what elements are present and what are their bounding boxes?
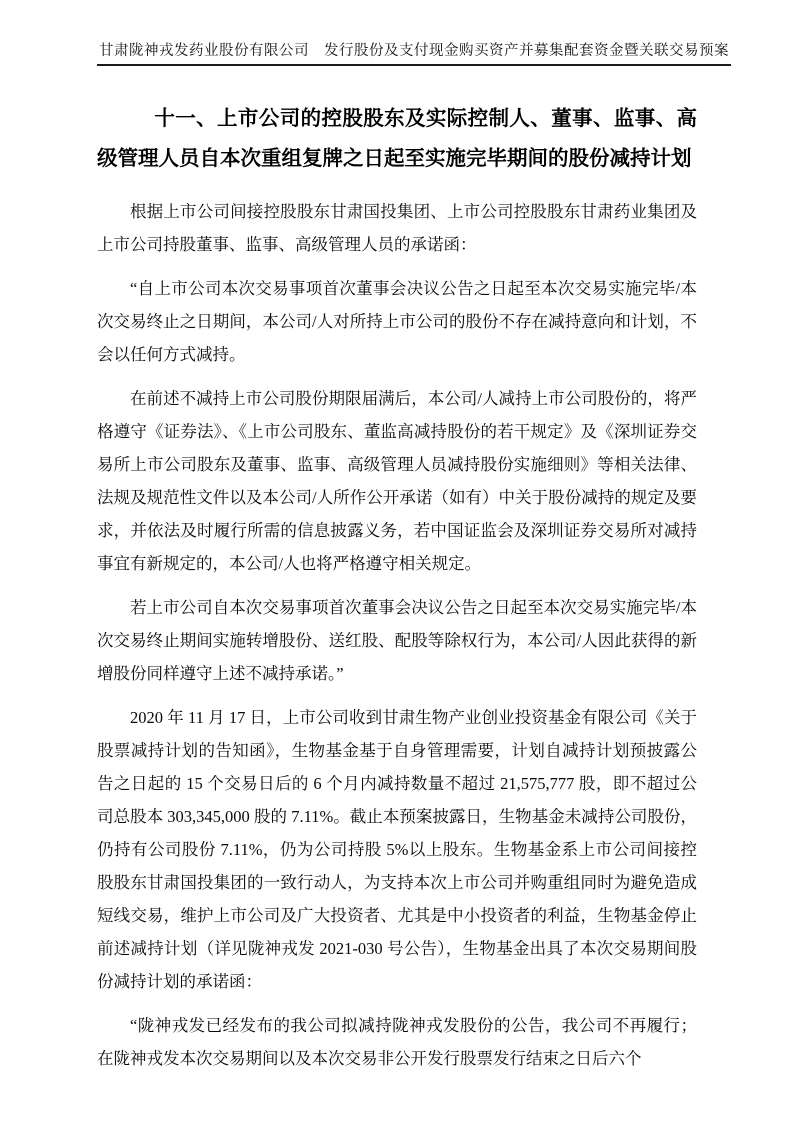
section-heading: 十一、上市公司的控股股东及实际控制人、董事、监事、高级管理人员自本次重组复牌之日起至实施完毕期间的股份减持计划 [97, 108, 697, 170]
paragraph-quote-no-reduction: “自上市公司本次交易事项首次董事会决议公告之日起至本次交易实施完毕/本次交易终止之日期间，本公司/人对所持上市公司的股份不存在减持意向和计划，不会以任何方式减持。 [97, 279, 697, 364]
paragraph-bio-fund-plan: 2020 年 11 月 17 日，上市公司收到甘肃生物产业创业投资基金有限公司《关于股票减持计划的告知函》，生物基金基于自身管理需要，计划自减持计划预披露公告之日起的 15 个交易日后的 6 个月内减持数量不超过 21,575,777 股，即不超过公司总股本 303,345,000 股的 7.11%。截止本预案披露日，生物基金未减持公司股份，仍持有公司股份 7.11%，仍为公司持股 5%以上股东。生物基金系上市公司间接控股股东甘肃国投集团的一致行动人，为支持本次上市公司并购重组同时为避免造成短线交易，维护上市公司及广大投资者、尤其是中小投资者的利益，生物基金停止前述减持计划（详见陇神戎发 2021-030 号公告），生物基金出具了本次交易期间股份减持计划的承诺函： [97, 708, 697, 991]
page-header [97, 42, 729, 66]
running-header-text: 甘肃陇神戎发药业股份有限公司 发行股份及支付现金购买资产并募集配套资金暨关联交易预案 [97, 42, 731, 66]
paragraph-quote-regulations: 在前述不减持上市公司股份期限届满后，本公司/人减持上市公司股份的，将严格遵守《证券法》、《上市公司股东、董监高减持股份的若干规定》及《深圳证券交易所上市公司股东及董事、监事、高级管理人员减持股份实施细则》等相关法律、法规及规范性文件以及本公司/人所作公开承诺（如有）中关于股份减持的规定及要求，并依法及时履行所需的信息披露义务，若中国证监会及深圳证券交易所对减持事宜有新规定的，本公司/人也将严格遵守相关规定。 [97, 389, 697, 573]
paragraph-bio-fund-commitment: “陇神戎发已经发布的我公司拟减持陇神戎发股份的公告，我公司不再履行；在陇神戎发本次交易期间以及本次交易非公开发行股票发行结束之日后六个 [97, 1016, 697, 1068]
paragraph-intro-commitment: 根据上市公司间接控股股东甘肃国投集团、上市公司控股股东甘肃药业集团及上市公司持股董事、监事、高级管理人员的承诺函： [97, 202, 697, 254]
paragraph-quote-exright-shares: 若上市公司自本次交易事项首次董事会决议公告之日起至本次交易实施完毕/本次交易终止期间实施转增股份、送红股、配股等除权行为，本公司/人因此获得的新增股份同样遵守上述不减持承诺。” [97, 598, 697, 683]
